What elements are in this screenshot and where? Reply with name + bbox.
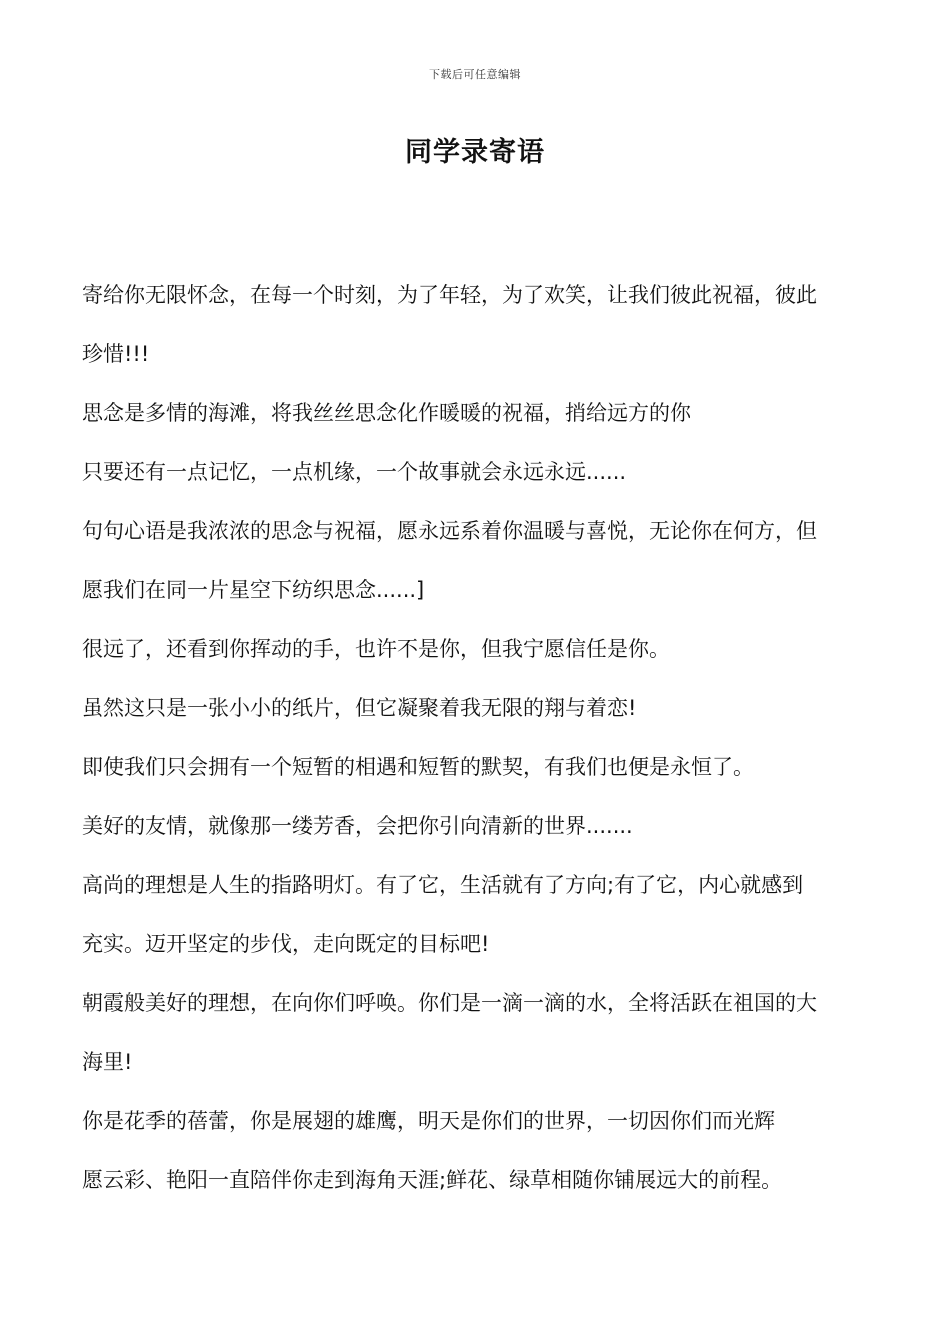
text-line: 高尚的理想是人生的指路明灯。有了它，生活就有了方向;有了它，内心就感到 [82, 873, 804, 897]
text-line: 愿我们在同一片星空下纺织思念......] [82, 578, 425, 602]
text-line: 只要还有一点记忆，一点机缘，一个故事就会永远永远...... [82, 460, 627, 484]
page-title: 同学录寄语 [405, 137, 545, 168]
text-line: 即使我们只会拥有一个短暂的相遇和短暂的默契，有我们也便是永恒了。 [82, 755, 754, 779]
text-line: 寄给你无限怀念，在每一个时刻，为了年轻，为了欢笑，让我们彼此祝福，彼此 [82, 283, 817, 307]
text-line: 思念是多情的海滩，将我丝丝思念化作暖暖的祝福，捎给远方的你 [82, 401, 691, 425]
text-line: 美好的友情，就像那一缕芳香，会把你引向清新的世界....... [82, 814, 633, 838]
text-line: 你是花季的蓓蕾，你是展翅的雄鹰，明天是你们的世界，一切因你们而光辉 [82, 1109, 775, 1133]
text-line: 虽然这只是一张小小的纸片，但它凝聚着我无限的翔与着恋! [82, 696, 637, 720]
text-line: 海里! [82, 1050, 133, 1074]
text-line: 珍惜!!! [82, 342, 150, 366]
text-line: 充实。迈开坚定的步伐，走向既定的目标吧! [82, 932, 490, 956]
header-note: 下载后可任意编辑 [429, 68, 521, 81]
text-line: 朝霞般美好的理想，在向你们呼唤。你们是一滴一滴的水，全将活跃在祖国的大 [82, 991, 817, 1015]
text-line: 很远了，还看到你挥动的手，也许不是你，但我宁愿信任是你。 [82, 637, 670, 661]
text-line: 句句心语是我浓浓的思念与祝福，愿永远系着你温暖与喜悦，无论你在何方，但 [82, 519, 817, 543]
body-text [82, 271, 882, 1215]
text-line: 愿云彩、艳阳一直陪伴你走到海角天涯;鲜花、绿草相随你铺展远大的前程。 [82, 1168, 783, 1192]
